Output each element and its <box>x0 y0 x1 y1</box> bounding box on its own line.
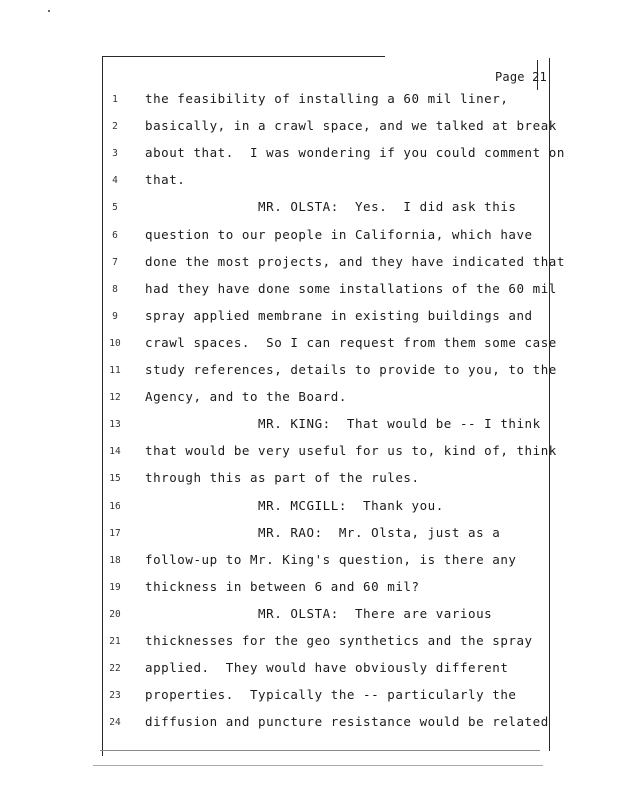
line-text: through this as part of the rules. <box>145 470 420 486</box>
transcript-line <box>0 118 619 138</box>
line-text: crawl spaces. So I can request from them some case <box>145 334 557 350</box>
transcript-line <box>0 227 619 247</box>
transcript-line <box>0 362 619 382</box>
line-number: 3 <box>112 148 118 160</box>
transcript-line <box>0 254 619 274</box>
transcript-line <box>0 199 619 219</box>
line-number: 1 <box>112 94 118 105</box>
line-number: 7 <box>112 256 118 268</box>
transcript-line <box>0 660 619 680</box>
line-text: that. <box>145 172 186 188</box>
transcript-line <box>0 91 619 111</box>
transcript-line <box>0 470 619 490</box>
line-text: Agency, and to the Board. <box>145 389 347 405</box>
line-text: MR. OLSTA: There are various <box>145 605 493 621</box>
bottom-border <box>100 750 540 751</box>
line-number: 12 <box>109 392 121 404</box>
line-text: spray applied membrane in existing buildings and <box>145 307 533 323</box>
line-text: study references, details to provide to you, to the <box>145 362 557 377</box>
line-number: 22 <box>109 663 121 675</box>
line-text: done the most projects, and they have indicated that <box>145 253 565 269</box>
line-text: follow-up to Mr. King's question, is there any <box>145 551 517 567</box>
line-number: 18 <box>109 554 121 566</box>
line-number: 5 <box>112 202 118 214</box>
transcript-line <box>0 308 619 328</box>
transcript-line <box>0 281 619 301</box>
top-border <box>103 56 385 57</box>
line-number: 4 <box>112 175 118 187</box>
transcript-line <box>0 172 619 192</box>
transcript-line <box>0 606 619 626</box>
line-number: 23 <box>109 690 121 702</box>
line-number: 9 <box>112 310 118 322</box>
line-number: 24 <box>109 717 121 729</box>
transcript-line <box>0 498 619 518</box>
line-text: applied. They would have obviously different <box>145 660 509 676</box>
transcript-line <box>0 525 619 545</box>
line-number: 19 <box>109 581 121 593</box>
line-text: thicknesses for the geo synthetics and the spray <box>145 633 533 648</box>
scan-speck <box>48 10 50 12</box>
line-number: 14 <box>109 446 121 458</box>
transcript-line <box>0 443 619 463</box>
line-number: 2 <box>112 121 118 133</box>
bottom-border-secondary <box>93 765 543 766</box>
line-number: 11 <box>109 365 121 376</box>
line-number: 8 <box>112 283 118 295</box>
line-text: MR. OLSTA: Yes. I did ask this <box>145 199 517 215</box>
line-number: 13 <box>109 419 121 431</box>
line-text: about that. I was wondering if you could comment on <box>145 145 565 161</box>
transcript-line <box>0 552 619 572</box>
line-number: 20 <box>109 608 121 620</box>
line-text: had they have done some installations of the 60 mil <box>145 280 557 296</box>
line-text: MR. KING: That would be -- I think <box>145 416 541 432</box>
line-text: diffusion and puncture resistance would be related <box>145 714 549 730</box>
page-number: Page 21 <box>495 70 547 84</box>
transcript-line <box>0 416 619 436</box>
transcript-line <box>0 714 619 734</box>
transcript-line <box>0 579 619 599</box>
line-text: MR. RAO: Mr. Olsta, just as a <box>145 524 501 540</box>
transcript-line <box>0 335 619 355</box>
transcript-line <box>0 687 619 707</box>
line-number: 15 <box>109 473 121 485</box>
transcript-line <box>0 633 619 653</box>
line-number: 10 <box>109 337 121 349</box>
line-number: 6 <box>112 229 118 241</box>
line-number: 21 <box>109 636 121 647</box>
line-text: thickness in between 6 and 60 mil? <box>145 578 420 594</box>
line-text: MR. MCGILL: Thank you. <box>145 497 444 513</box>
line-number: 16 <box>109 500 121 512</box>
line-text: the feasibility of installing a 60 mil liner, <box>145 91 509 106</box>
line-text: that would be very useful for us to, kind of, think <box>145 443 557 459</box>
line-text: basically, in a crawl space, and we talked at break <box>145 118 557 134</box>
line-text: question to our people in California, which have <box>145 226 533 242</box>
transcript-line <box>0 389 619 409</box>
line-number: 17 <box>109 527 121 539</box>
line-text: properties. Typically the -- particularly the <box>145 687 517 703</box>
transcript-line <box>0 145 619 165</box>
